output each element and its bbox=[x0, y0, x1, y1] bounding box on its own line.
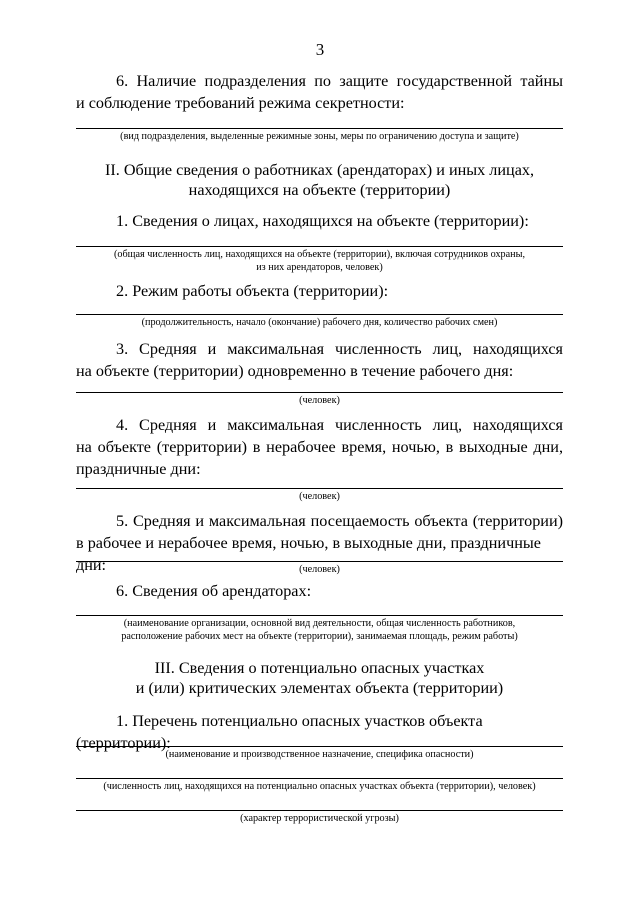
fill-line bbox=[76, 392, 563, 393]
fill-line bbox=[76, 246, 563, 247]
fill-line bbox=[76, 746, 563, 747]
paragraph-tenants bbox=[76, 580, 563, 602]
paragraph-persons bbox=[76, 210, 563, 232]
section-heading bbox=[76, 658, 563, 698]
paragraph-line: 2. Режим работы объекта (территории): bbox=[116, 282, 389, 300]
heading-line: III. Сведения о потенциально опасных участках bbox=[154, 659, 485, 677]
section-heading bbox=[76, 160, 563, 200]
heading-line: II. Общие сведения о работниках (арендаторах) и иных лицах, bbox=[104, 161, 535, 179]
paragraph-line: в рабочее и нерабочее время, ночью, в выходные дни, праздничные дни: bbox=[76, 534, 541, 574]
caption-line: из них арендаторов, человек) bbox=[256, 262, 383, 273]
paragraph-line: 3. Средняя и максимальная численность лиц, находящихся bbox=[116, 340, 563, 358]
caption-line: (общая численность лиц, находящихся на объекте (территории), включая сотрудников охраны, bbox=[113, 249, 525, 260]
fill-line bbox=[76, 778, 563, 779]
field-caption: (человек) bbox=[299, 491, 340, 502]
fill-line bbox=[76, 488, 563, 489]
caption-line: расположение рабочих мест на объекте (территории), занимаемая площадь, режим работы) bbox=[121, 631, 518, 642]
field-caption: (наименование и производственное назначение, специфика опасности) bbox=[165, 749, 474, 760]
heading-line: и (или) критических элементах объекта (территории) bbox=[135, 679, 504, 697]
field-caption bbox=[76, 248, 563, 274]
fill-line bbox=[76, 615, 563, 616]
paragraph-line: праздничные дни: bbox=[76, 460, 201, 478]
field-caption: (человек) bbox=[299, 564, 340, 575]
field-caption bbox=[76, 617, 563, 643]
field-caption: (характер террористической угрозы) bbox=[240, 813, 399, 824]
paragraph-line: на объекте (территории) одновременно в течение рабочего дня: bbox=[76, 362, 514, 380]
paragraph-line: 6. Сведения об арендаторах: bbox=[116, 582, 312, 600]
caption-line: (наименование организации, основной вид деятельности, общая численность работников, bbox=[123, 618, 516, 629]
paragraph-line: 1. Сведения о лицах, находящихся на объекте (территории): bbox=[116, 212, 529, 230]
paragraph-avg-offhours bbox=[76, 414, 563, 480]
page-number: 3 bbox=[315, 40, 325, 59]
paragraph-line: на объекте (территории) в нерабочее время, ночью, в выходные дни, bbox=[76, 438, 563, 456]
field-caption: (численность лиц, находящихся на потенциально опасных участках объекта (территории), человек) bbox=[103, 781, 536, 792]
fill-line bbox=[76, 314, 563, 315]
field-caption: (продолжительность, начало (окончание) рабочего дня, количество рабочих смен) bbox=[141, 317, 498, 328]
fill-line bbox=[76, 810, 563, 811]
fill-line bbox=[76, 128, 563, 129]
fill-line bbox=[76, 561, 563, 562]
paragraph-line: 1. Перечень потенциально опасных участков объекта (территории): bbox=[76, 712, 483, 752]
paragraph-line: и соблюдение требований режима секретности: bbox=[76, 94, 405, 112]
paragraph-line: 6. Наличие подразделения по защите государственной тайны bbox=[116, 72, 563, 90]
paragraph-avg-workday bbox=[76, 338, 563, 382]
paragraph-line: 5. Средняя и максимальная посещаемость объекта (территории) bbox=[116, 512, 563, 530]
paragraph-work-mode bbox=[76, 280, 563, 302]
field-caption: (человек) bbox=[299, 395, 340, 406]
heading-line: находящихся на объекте (территории) bbox=[188, 181, 451, 199]
paragraph-line: 4. Средняя и максимальная численность лиц, находящихся bbox=[116, 416, 563, 434]
field-caption: (вид подразделения, выделенные режимные зоны, меры по ограничению доступа и защите) bbox=[120, 131, 519, 142]
paragraph-secrecy bbox=[76, 70, 563, 114]
